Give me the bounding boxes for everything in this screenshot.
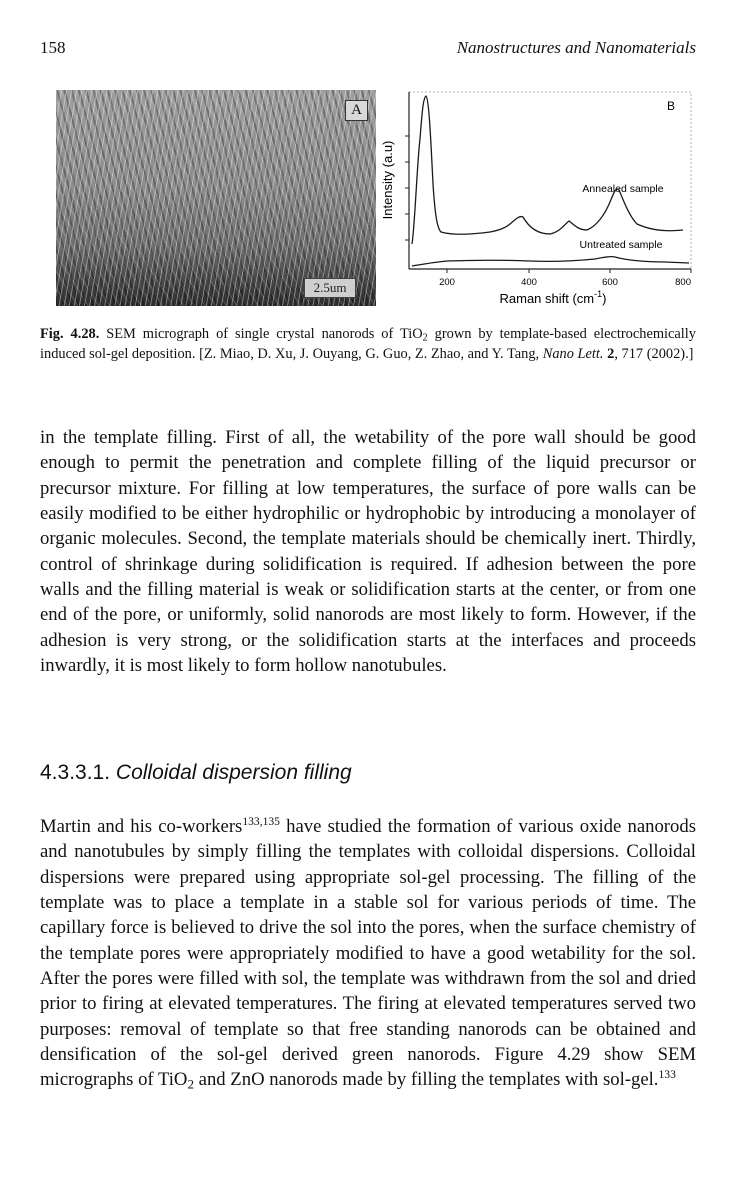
sem-micrograph-image [56, 90, 376, 306]
para2-citation-1: 133,135 [242, 815, 280, 829]
section-number: 4.3.3.1. [40, 761, 111, 784]
x-axis-label [500, 289, 607, 306]
caption-subscript: 2 [422, 332, 428, 344]
x-axis-label-end: ) [602, 291, 607, 306]
figure-caption [40, 325, 696, 364]
caption-text-cont: grown by template-based electrochemically induced sol-gel deposition. [Z. Miao, D. Xu, J. Ouyang, G. Guo, Z. Zhao, and Y. Tang, [40, 326, 696, 362]
page-header [40, 38, 696, 64]
figure-4-28 [40, 84, 700, 314]
caption-journal: Nano Lett. [542, 345, 604, 362]
y-axis-label: Intensity (a.u) [380, 140, 395, 220]
caption-text: SEM micrograph of single crystal nanorods of TiO [106, 326, 423, 342]
section-title: Colloidal dispersion filling [115, 761, 352, 784]
panel-b-label: B [666, 99, 676, 113]
x-tick-label: 400 [521, 277, 537, 288]
x-axis-label-text: Raman shift (cm [499, 291, 595, 306]
untreated-sample-line [412, 257, 689, 266]
x-tick-label: 800 [675, 277, 691, 288]
scale-bar-label: 2.5um [304, 278, 356, 298]
body-paragraph-2 [40, 814, 696, 1093]
running-title: Nanostructures and Nanomaterials [456, 38, 696, 57]
caption-tail: , 717 (2002).] [614, 345, 694, 362]
para2-text-b: have studied the formation of various oxide nanorods and nanotubules by simply filling the templates with colloidal dispersions. Colloidal dispersions were prepared using appropriate sol-gel processing. The filling of the template was to place a template in a stable sol for various periods of time. The capillary force is believed to drive the sol into the pores, when the surface chemistry of the template pores were appropriately modified to have a good wetability for the sol. After the pores were filled with sol, the template was withdrawn from the sol and dried prior to firing at elevated temperatures. The firing at elevated temperatures served two purposes: removal of template so that free standing nanorods can be obtained and densification of the sol-gel derived green nanorods. Figure 4.29 show SEM micrographs of TiO [40, 816, 696, 1091]
para2-text-c: and ZnO nanorods made by filling the templates with sol-gel. [193, 1069, 659, 1091]
caption-volume: 2 [607, 345, 615, 362]
para2-text-a: Martin and his co-workers [40, 816, 243, 837]
caption-figure-number: Fig. 4.28. [40, 326, 100, 342]
x-tick-label: 200 [439, 277, 455, 288]
page-number: 158 [40, 38, 66, 57]
raman-spectrum-chart [365, 84, 700, 314]
x-axis-label-sup: -1 [594, 289, 603, 299]
body-paragraph-1: in the template filling. First of all, the wetability of the pore wall should be good enough to permit the penetration and complete filling of the liquid precursor or precursor mixture. For filling at low temperatures, the surface of pore walls can be easily modified to be either hydrophilic or hydrophobic by introducing a monolayer of organic molecules. Second, the template materials should be chemically inert. Thirdly, control of shrinkage during solidification is required. If adhesion between the pore walls and the filling material is weak or solidification starts at the center, or from one end of the pore, or uniformly, solid nanorods are most likely to form. However, if the adhesion is very strong, or the solidification starts at the interfaces and proceeds inwardly, it is most likely to form hollow nanotubules. [40, 427, 696, 677]
section-heading [40, 761, 352, 785]
para2-citation-2: 133 [658, 1068, 676, 1082]
annealed-sample-annotation: Annealed sample [582, 183, 664, 195]
panel-a-label: A [345, 100, 368, 121]
x-tick-label: 600 [602, 277, 618, 288]
raman-spectrum-svg [365, 84, 700, 314]
untreated-sample-annotation: Untreated sample [579, 239, 663, 251]
para2-subscript: 2 [187, 1076, 194, 1092]
annealed-sample-line [412, 96, 683, 244]
